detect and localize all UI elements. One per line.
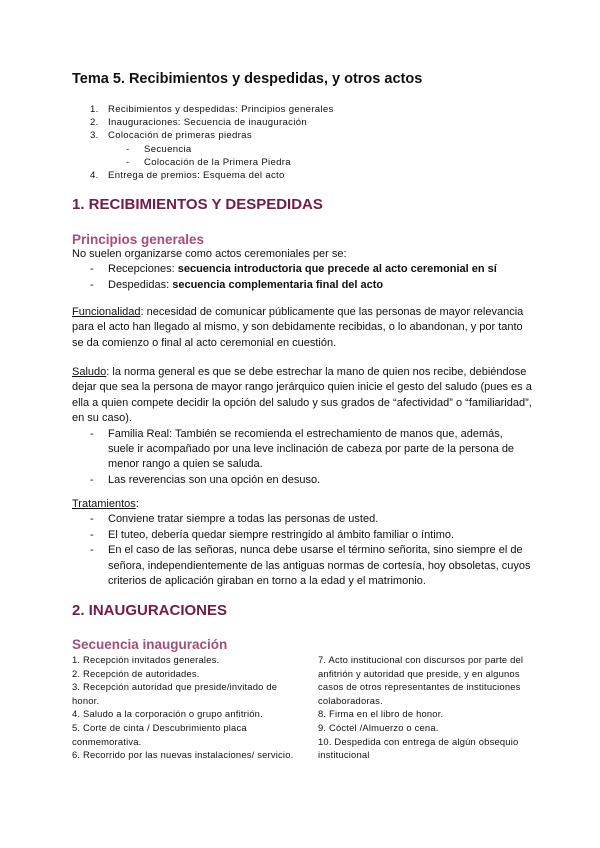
sequence-step: 10. Despedida con entrega de algún obsequio institucional — [318, 735, 519, 761]
bullet-text: Familia Real: También se recomienda el estrechamiento de manos que, además, suele ir acompañado por una leve inclinación de cabeza por parte de la persona de menor rango a quien se saluda. — [108, 427, 515, 471]
bullet-bold-text: secuencia introductoria que precede al acto ceremonial en sí — [177, 263, 497, 276]
funcionalidad-paragraph — [72, 305, 532, 351]
toc-item — [72, 116, 334, 129]
funcionalidad-text: : necesidad de comunicar públicamente que las personas de mayor relevancia para el acto han llegado al mismo, y son debidamente recibidas, o lo abandonan, y por tanto se da comienzo o final al acto ceremonial en cuestión. — [72, 306, 524, 349]
sequence-left-column — [72, 653, 297, 762]
saludo-label: Saludo — [72, 366, 107, 378]
bullet-item: - Las reverencias son una opción en desuso. — [90, 473, 321, 486]
sequence-step: 8. Firma en el libro de honor. — [318, 708, 444, 720]
sequence-step: 5. Corte de cinta / Descubrimiento placa conmemorativa. — [72, 721, 247, 747]
sequence-step: 2. Recepción de autoridades. — [72, 667, 200, 679]
toc-subitem: - Secuencia — [126, 143, 192, 155]
section-heading: 1. RECIBIMIENTOS Y DESPEDIDAS — [72, 196, 323, 213]
toc-text: Entrega de premios: Esquema del acto — [108, 170, 285, 182]
bullet-item: - Recepciones: secuencia introductoria que precede al acto ceremonial en sí — [90, 263, 497, 276]
bullet-label: Recepciones: — [108, 263, 178, 276]
saludo-block — [72, 365, 532, 488]
sequence-step: 1. Recepción invitados generales. — [72, 654, 220, 665]
toc-number: 2. — [90, 117, 99, 129]
toc-text: Recibimientos y despedidas: Principios generales — [108, 104, 334, 115]
toc-item — [72, 169, 334, 182]
tratamientos-colon: : — [135, 498, 139, 510]
toc-number: 4. — [90, 170, 99, 182]
toc-text: Inauguraciones: Secuencia de inauguración — [108, 117, 307, 129]
intro-text: No suelen organizarse como actos ceremoniales per se: — [72, 248, 347, 260]
bullet-item: - Conviene tratar siempre a todas las personas de usted. — [90, 513, 379, 526]
subsection-heading: Secuencia inauguración — [72, 637, 228, 652]
bullet-text: En el caso de las señoras, nunca debe usarse el término señorita, sino siempre el de señora, independientemente de las antiguas normas de cortesía, hoy obsoletas, cuyos criterios de aplicación giraban en torno a la edad y el matrimonio. — [108, 544, 531, 588]
sequence-step: 3. Recepción autoridad que preside/invitado de honor. — [72, 681, 278, 706]
toc-subitem: - Colocación de la Primera Piedra — [126, 156, 291, 168]
tratamientos-label: Tratamientos — [72, 498, 136, 510]
sequence-step: 9. Cóctel /Almuerzo o cena. — [318, 721, 439, 733]
sequence-step: 7. Acto institucional con discursos por parte del anfitrión y autoridad que preside, y en algunos casos de otros representantes de instituciones colaboradoras. — [318, 654, 524, 706]
sequence-step: 4. Saludo a la corporación o grupo anfitrión. — [72, 708, 263, 720]
funcionalidad-label: Funcionalidad — [72, 306, 141, 318]
intro-block — [72, 247, 532, 293]
bullet-item: - Familia Real: También se recomienda el estrechamiento de manos que, además, suele ir acompañado por una leve inclinación de cabeza por parte de la persona de menor rango a quien se saluda. — [90, 427, 515, 471]
toc-text: Colocación de primeras piedras — [108, 130, 252, 142]
document-title: Tema 5. Recibimientos y despedidas, y otros actos — [72, 71, 423, 87]
subsection-heading: Principios generales — [72, 232, 205, 247]
bullet-text: El tuteo, debería quedar siempre restringido al ámbito familiar o íntimo. — [108, 528, 455, 541]
bullet-bold-text: secuencia complementaria final del acto — [172, 278, 384, 291]
toc-item — [72, 103, 334, 116]
toc-item — [72, 129, 334, 142]
sequence-step: 6. Recorrido por las nuevas instalaciones/ servicio. — [72, 749, 294, 761]
table-of-contents — [72, 103, 334, 182]
toc-subitem-text: Colocación de la Primera Piedra — [144, 156, 291, 168]
toc-number: 1. — [90, 104, 99, 115]
bullet-item: - Despedidas: secuencia complementaria final del acto — [90, 278, 384, 291]
tratamientos-block — [72, 497, 532, 589]
saludo-text: : la norma general es que se debe estrechar la mano de quien nos recibe, debiéndose dejar que sea la persona de mayor rango jerárquico quien inicie el gesto del saludo (pues es a ella a quien compete decidir la opción del saludo y sus grados de “afectividad” o “familiaridad”, en su caso). — [72, 366, 532, 425]
section-heading: 2. INAUGURACIONES — [72, 602, 228, 619]
bullet-text: Conviene tratar siempre a todas las personas de usted. — [108, 513, 379, 526]
toc-subitem-text: Secuencia — [144, 143, 192, 155]
sequence-right-column — [318, 653, 543, 762]
bullet-item: - En el caso de las señoras, nunca debe usarse el término señorita, sino siempre el de señora, independientemente de las antiguas normas de cortesía, hoy obsoletas, cuyos criterios de aplicación giraban en torno a la edad y el matrimonio. — [90, 544, 531, 588]
bullet-text: Las reverencias son una opción en desuso. — [108, 473, 321, 486]
toc-number: 3. — [90, 130, 99, 142]
bullet-item: - El tuteo, debería quedar siempre restringido al ámbito familiar o íntimo. — [90, 528, 455, 541]
bullet-label: Despedidas: — [108, 278, 173, 291]
